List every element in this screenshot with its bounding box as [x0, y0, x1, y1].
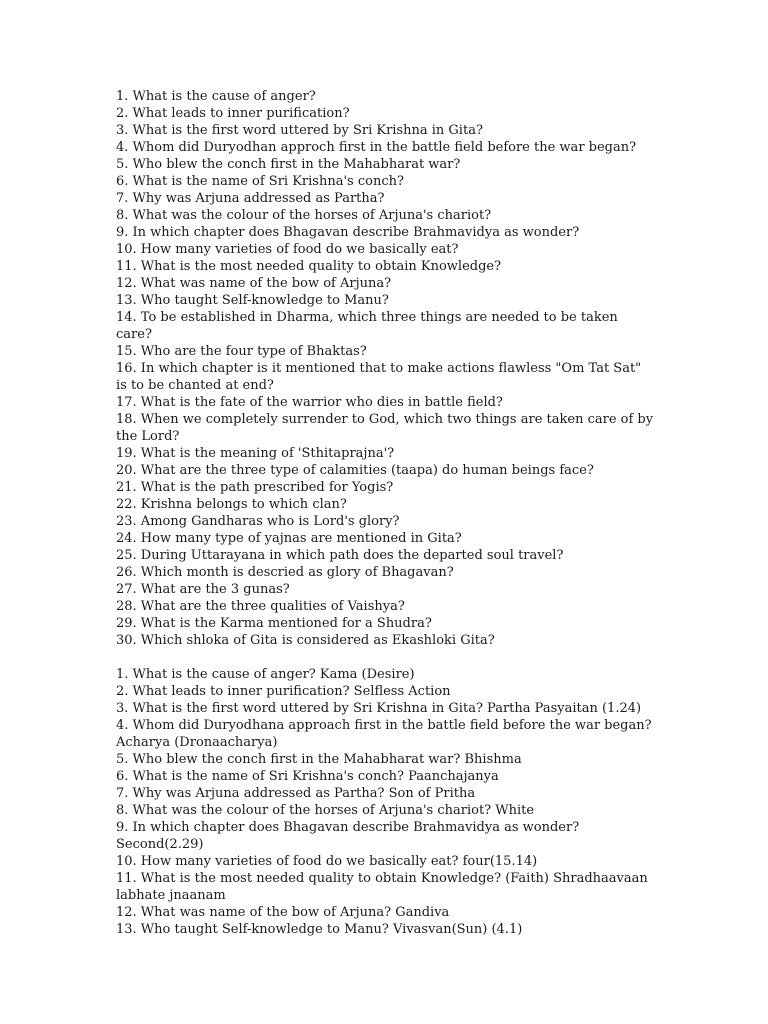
question-item: 13. Who taught Self-knowledge to Manu? [116, 293, 389, 308]
question-item: 23. Among Gandharas who is Lord's glory? [116, 514, 400, 529]
document-page [116, 88, 656, 938]
question-item: 10. How many varieties of food do we basically eat? [116, 242, 459, 257]
question-item: 16. In which chapter is it mentioned that to make actions flawless "Om Tat Sat" is to be chanted at end? [116, 361, 642, 393]
question-item: 28. What are the three qualities of Vaishya? [116, 599, 405, 614]
question-item: 17. What is the fate of the warrior who dies in battle field? [116, 395, 503, 410]
question-item: 29. What is the Karma mentioned for a Shudra? [116, 616, 432, 631]
answer-item: 10. How many varieties of food do we basically eat? four(15.14) [116, 854, 538, 869]
question-item: 27. What are the 3 gunas? [116, 582, 290, 597]
answer-item: 3. What is the first word uttered by Sri Krishna in Gita? Partha Pasyaitan (1.24) [116, 701, 642, 716]
question-item: 21. What is the path prescribed for Yogis? [116, 480, 394, 495]
questions-list [116, 88, 656, 649]
question-item: 20. What are the three type of calamities (taapa) do human beings face? [116, 463, 594, 478]
answer-item: 6. What is the name of Sri Krishna's conch? Paanchajanya [116, 769, 499, 784]
question-item: 25. During Uttarayana in which path does the departed soul travel? [116, 548, 564, 563]
section-gap [116, 649, 656, 666]
question-item: 30. Which shloka of Gita is considered as Ekashloki Gita? [116, 633, 495, 648]
answers-list [116, 666, 656, 938]
question-item: 19. What is the meaning of 'Sthitaprajna'? [116, 446, 395, 461]
answer-item: 11. What is the most needed quality to obtain Knowledge? (Faith) Shradhaavaan labhate jnaanam [116, 871, 648, 903]
question-item: 5. Who blew the conch first in the Mahabharat war? [116, 157, 461, 172]
answer-item: 5. Who blew the conch first in the Mahabharat war? Bhishma [116, 752, 522, 767]
answer-item: 12. What was name of the bow of Arjuna? Gandiva [116, 905, 450, 920]
question-item: 14. To be established in Dharma, which three things are needed to be taken care? [116, 310, 618, 342]
answer-item: 9. In which chapter does Bhagavan describe Brahmavidya as wonder? Second(2.29) [116, 820, 580, 852]
question-item: 4. Whom did Duryodhan approch first in the battle field before the war began? [116, 140, 637, 155]
answer-item: 4. Whom did Duryodhana approach first in the battle field before the war began? Acharya (Dronaacharya) [116, 718, 652, 750]
question-item: 1. What is the cause of anger? [116, 89, 316, 104]
question-item: 26. Which month is descried as glory of Bhagavan? [116, 565, 454, 580]
question-item: 8. What was the colour of the horses of Arjuna's chariot? [116, 208, 492, 223]
question-item: 7. Why was Arjuna addressed as Partha? [116, 191, 385, 206]
answer-item: 8. What was the colour of the horses of Arjuna's chariot? White [116, 803, 535, 818]
answer-item: 1. What is the cause of anger? Kama (Desire) [116, 667, 415, 682]
question-item: 22. Krishna belongs to which clan? [116, 497, 347, 512]
answer-item: 7. Why was Arjuna addressed as Partha? Son of Pritha [116, 786, 476, 801]
question-item: 18. When we completely surrender to God, which two things are taken care of by the Lord? [116, 412, 654, 444]
answer-item: 13. Who taught Self-knowledge to Manu? Vivasvan(Sun) (4.1) [116, 922, 523, 937]
question-item: 15. Who are the four type of Bhaktas? [116, 344, 367, 359]
question-item: 12. What was name of the bow of Arjuna? [116, 276, 392, 291]
question-item: 3. What is the first word uttered by Sri Krishna in Gita? [116, 123, 483, 138]
question-item: 6. What is the name of Sri Krishna's conch? [116, 174, 404, 189]
question-item: 11. What is the most needed quality to obtain Knowledge? [116, 259, 502, 274]
answer-item: 2. What leads to inner purification? Selfless Action [116, 684, 451, 699]
question-item: 9. In which chapter does Bhagavan describe Brahmavidya as wonder? [116, 225, 580, 240]
question-item: 2. What leads to inner purification? [116, 106, 350, 121]
question-item: 24. How many type of yajnas are mentioned in Gita? [116, 531, 462, 546]
